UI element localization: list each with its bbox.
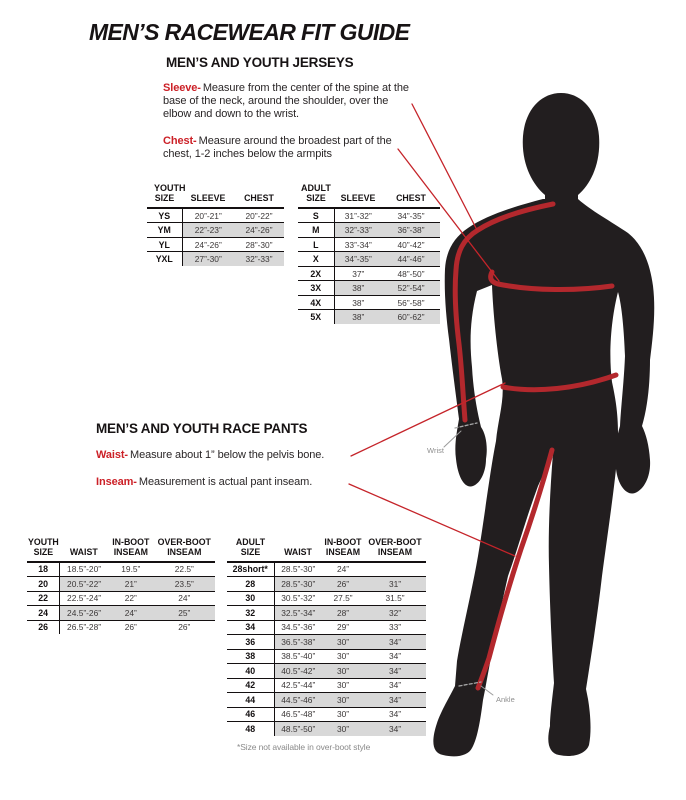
table-row <box>27 577 215 592</box>
table-row <box>298 223 440 238</box>
youth-jersey-block <box>147 183 284 266</box>
column-header: CHEST <box>396 193 426 203</box>
value-cell: 20”-22” <box>245 210 273 221</box>
size-cell: 42 <box>227 678 274 693</box>
size-cell: 24 <box>27 606 60 621</box>
pants-heading: MEN’S AND YOUTH RACE PANTS <box>96 421 308 436</box>
value-cell: 22.5”-24” <box>60 591 108 606</box>
adult-jersey-table <box>298 194 440 324</box>
value-cell: 44.5”-46” <box>274 693 322 708</box>
value-cell: 24”-26” <box>182 237 234 252</box>
table-row <box>298 295 440 310</box>
value-cell: 22” <box>108 591 154 606</box>
table-row <box>227 591 426 606</box>
ankle-label: Ankle <box>496 695 515 704</box>
size-cell: 18 <box>27 562 60 577</box>
table-row <box>227 635 426 650</box>
inseam-description <box>96 476 376 489</box>
table-row <box>298 281 440 296</box>
size-cell: 26 <box>27 620 60 634</box>
column-header: OVER-BOOT INSEAM <box>157 537 211 557</box>
value-cell: 28”-30” <box>234 237 284 252</box>
value-cell: 33” <box>364 620 426 635</box>
column-header: IN-BOOT INSEAM <box>324 537 362 557</box>
value-cell: 34.5”-36” <box>274 620 322 635</box>
value-cell: 60”-62” <box>382 310 440 324</box>
value-cell: 32”-33” <box>334 223 382 238</box>
size-cell: 40 <box>227 664 274 679</box>
size-cell: S <box>298 208 334 223</box>
column-header: SIZE <box>154 193 175 203</box>
size-cell: 36 <box>227 635 274 650</box>
value-cell: 25” <box>154 606 215 621</box>
value-cell: 34” <box>364 649 426 664</box>
value-cell: 30” <box>322 649 364 664</box>
footnote: *Size not available in over-boot style <box>237 742 371 752</box>
value-cell: 24” <box>336 564 350 575</box>
column-header: YOUTH SIZE <box>28 537 59 557</box>
value-cell: 18.5”-20” <box>67 564 102 575</box>
column-header: IN-BOOT INSEAM <box>112 537 150 557</box>
size-cell: X <box>298 252 334 267</box>
value-cell: 24”-26” <box>234 223 284 238</box>
value-cell: 28.5”-30” <box>281 564 316 575</box>
youth-pants-table <box>27 538 215 634</box>
value-cell: 34” <box>364 664 426 679</box>
size-cell: 44 <box>227 693 274 708</box>
table-row <box>27 620 215 634</box>
value-cell: 34”-35” <box>334 252 382 267</box>
value-cell: 23.5” <box>154 577 215 592</box>
table-row <box>298 208 440 223</box>
value-cell: 27.5” <box>322 591 364 606</box>
value-cell: 30” <box>322 635 364 650</box>
table-row <box>27 606 215 621</box>
sleeve-text: Measure from the center of the spine at the base of the neck, around the shoulder, over the elbow and down to the wrist. <box>163 82 409 120</box>
value-cell: 37” <box>334 266 382 281</box>
value-cell: 26.5”-28” <box>60 620 108 634</box>
table-row <box>27 591 215 606</box>
value-cell: 38.5”-40” <box>274 649 322 664</box>
value-cell: 24.5”-26” <box>60 606 108 621</box>
header-row <box>227 538 426 562</box>
value-cell: 33”-34” <box>334 237 382 252</box>
size-cell: 28short* <box>227 562 274 577</box>
table-row <box>147 223 284 238</box>
value-cell: 40”-42” <box>382 237 440 252</box>
table-row <box>27 562 215 577</box>
wrist-label: Wrist <box>427 446 444 455</box>
value-cell: 24” <box>108 606 154 621</box>
size-cell: YS <box>147 208 182 223</box>
value-cell: 32.5”-34” <box>274 606 322 621</box>
value-cell: 36.5”-38” <box>274 635 322 650</box>
sleeve-description <box>163 82 415 120</box>
size-cell: 5X <box>298 310 334 324</box>
size-cell: 3X <box>298 281 334 296</box>
column-header: WAIST <box>69 546 98 557</box>
value-cell: 20.5”-22” <box>60 577 108 592</box>
column-header: WAIST <box>284 546 312 557</box>
size-cell: 48 <box>227 722 274 736</box>
column-header: SIZE <box>306 193 326 203</box>
value-cell: 31” <box>364 577 426 592</box>
value-cell: 44”-46” <box>382 252 440 267</box>
chest-text: Measure around the broadest part of the chest, 1-2 inches below the armpits <box>163 135 392 160</box>
value-cell: 19.5” <box>121 564 141 575</box>
inseam-label: Inseam- <box>96 476 137 488</box>
value-cell: 26” <box>154 620 215 634</box>
value-cell: 20”-21” <box>194 210 222 221</box>
value-cell: 29” <box>322 620 364 635</box>
value-cell: 38” <box>334 310 382 324</box>
table-row <box>147 252 284 266</box>
size-cell: 30 <box>227 591 274 606</box>
value-cell: 40.5”-42” <box>274 664 322 679</box>
header-row <box>298 194 440 208</box>
value-cell: 42.5”-44” <box>274 678 322 693</box>
value-cell: 30” <box>322 722 364 736</box>
table-row <box>298 266 440 281</box>
value-cell: 34” <box>364 678 426 693</box>
table-row <box>227 707 426 722</box>
size-cell: 28 <box>227 577 274 592</box>
size-cell: YXL <box>147 252 182 266</box>
value-cell: 22.5” <box>174 564 194 575</box>
waist-text: Measure about 1” below the pelvis bone. <box>130 449 325 461</box>
chest-description <box>163 135 415 161</box>
value-cell: 31”-32” <box>344 210 372 221</box>
size-cell: 38 <box>227 649 274 664</box>
column-header: CHEST <box>244 193 274 203</box>
size-cell: 2X <box>298 266 334 281</box>
youth-jersey-table <box>147 194 284 266</box>
value-cell: 48.5”-50” <box>274 722 322 736</box>
column-header: SLEEVE <box>190 193 226 203</box>
value-cell: 30” <box>322 693 364 708</box>
adult-pants-block <box>227 538 426 736</box>
value-cell: 28.5”-30” <box>274 577 322 592</box>
value-cell: 26” <box>108 620 154 634</box>
value-cell: 30” <box>322 707 364 722</box>
figure-silhouette <box>433 93 654 756</box>
value-cell: 28” <box>322 606 364 621</box>
adult-jersey-group-label: ADULT <box>301 183 331 193</box>
value-cell: 31.5” <box>364 591 426 606</box>
chest-label: Chest- <box>163 135 197 147</box>
size-cell: YL <box>147 237 182 252</box>
value-cell: 32” <box>364 606 426 621</box>
size-cell: 22 <box>27 591 60 606</box>
column-header: ADULT SIZE <box>235 537 266 557</box>
size-cell: 32 <box>227 606 274 621</box>
value-cell: 46.5”-48” <box>274 707 322 722</box>
value-cell: 34”-35” <box>397 210 425 221</box>
value-cell: 34” <box>364 693 426 708</box>
value-cell: 36”-38” <box>382 223 440 238</box>
value-cell <box>364 562 426 577</box>
value-cell: 30” <box>322 678 364 693</box>
value-cell: 38” <box>334 295 382 310</box>
value-cell: 30” <box>322 664 364 679</box>
value-cell: 48”-50” <box>382 266 440 281</box>
table-row <box>298 252 440 267</box>
jerseys-heading: MEN’S AND YOUTH JERSEYS <box>166 55 354 70</box>
adult-jersey-block <box>298 183 440 324</box>
header-row <box>27 538 215 562</box>
column-header: SLEEVE <box>340 193 376 203</box>
value-cell: 30.5”-32” <box>274 591 322 606</box>
table-row <box>298 237 440 252</box>
column-header: OVER-BOOT INSEAM <box>368 537 422 557</box>
value-cell: 52”-54” <box>382 281 440 296</box>
size-cell: YM <box>147 223 182 238</box>
table-row <box>227 620 426 635</box>
table-row <box>227 722 426 736</box>
size-cell: L <box>298 237 334 252</box>
table-row <box>227 577 426 592</box>
size-cell: 34 <box>227 620 274 635</box>
inseam-text: Measurement is actual pant inseam. <box>138 476 313 488</box>
table-row <box>227 678 426 693</box>
table-row <box>227 562 426 577</box>
waist-label: Waist- <box>96 449 128 461</box>
adult-pants-table <box>227 538 426 736</box>
value-cell: 56”-58” <box>382 295 440 310</box>
size-cell: 20 <box>27 577 60 592</box>
waist-description <box>96 449 376 462</box>
value-cell: 32”-33” <box>234 252 284 266</box>
header-row <box>147 194 284 208</box>
value-cell: 22”-23” <box>182 223 234 238</box>
value-cell: 34” <box>364 635 426 650</box>
table-row <box>298 310 440 324</box>
size-cell: M <box>298 223 334 238</box>
size-cell: 4X <box>298 295 334 310</box>
value-cell: 21” <box>108 577 154 592</box>
youth-pants-block <box>27 538 215 634</box>
value-cell: 27”-30” <box>182 252 234 266</box>
value-cell: 34” <box>364 707 426 722</box>
value-cell: 24” <box>154 591 215 606</box>
table-row <box>227 693 426 708</box>
table-row <box>147 237 284 252</box>
youth-jersey-group-label: YOUTH <box>154 183 186 193</box>
page-title: MEN’S RACEWEAR FIT GUIDE <box>89 19 410 45</box>
value-cell: 34” <box>364 722 426 736</box>
sleeve-label: Sleeve- <box>163 82 201 94</box>
value-cell: 38” <box>334 281 382 296</box>
table-row <box>147 208 284 223</box>
size-cell: 46 <box>227 707 274 722</box>
table-row <box>227 664 426 679</box>
table-row <box>227 606 426 621</box>
value-cell: 26” <box>322 577 364 592</box>
table-row <box>227 649 426 664</box>
